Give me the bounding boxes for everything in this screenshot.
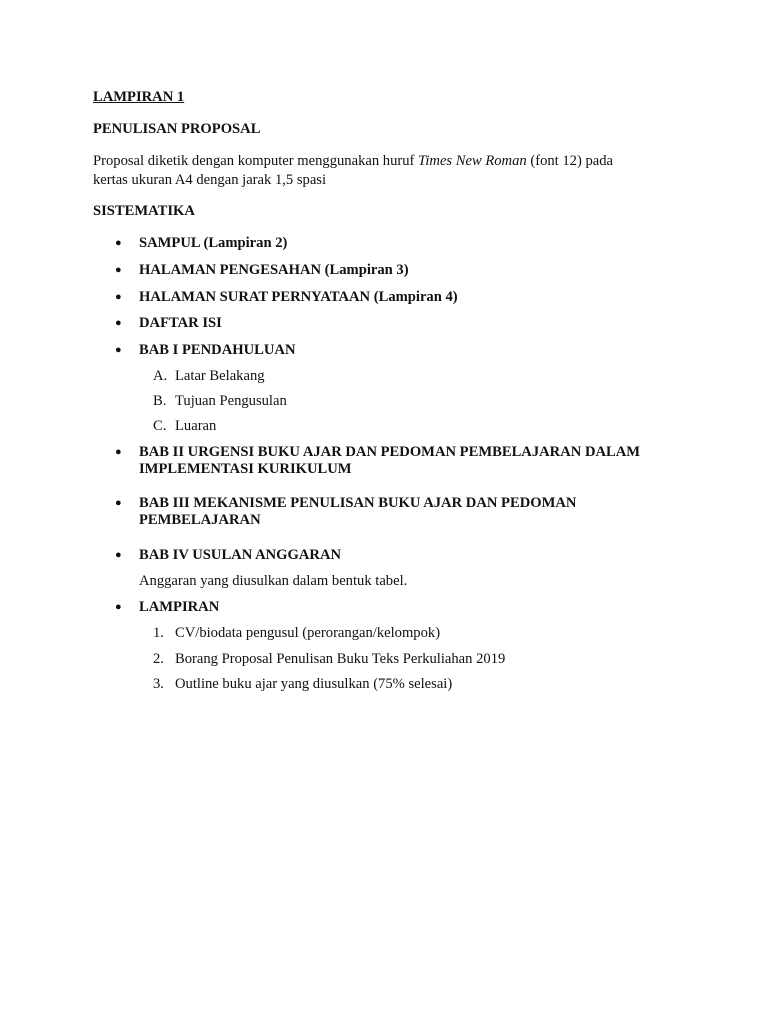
list-item-continuation: IMPLEMENTASI KURIKULUM — [139, 461, 352, 477]
section-heading: PENULISAN PROPOSAL — [93, 121, 261, 137]
sub-item: Tujuan Pengusulan — [175, 393, 287, 409]
list-item: LAMPIRAN — [139, 599, 220, 615]
bullet-icon: ● — [115, 601, 122, 613]
sub-item-marker: 1. — [153, 625, 164, 641]
bullet-icon: ● — [115, 497, 122, 509]
intro-text-end: (font 12) pada — [526, 153, 614, 169]
font-name: Times New Roman — [418, 153, 527, 169]
item-note: Anggaran yang diusulkan dalam bentuk tabel. — [139, 573, 408, 589]
page-title: LAMPIRAN 1 — [93, 89, 185, 105]
list-item: BAB III MEKANISME PENULISAN BUKU AJAR DAN PEDOMAN — [139, 495, 577, 511]
bullet-icon: ● — [115, 237, 122, 249]
sub-item: CV/biodata pengusul (perorangan/kelompok) — [175, 625, 441, 641]
intro-line-1 — [93, 152, 613, 170]
intro-text: Proposal diketik dengan komputer menggunakan huruf — [93, 153, 419, 169]
bullet-icon: ● — [115, 549, 122, 561]
sub-item-marker: 2. — [153, 651, 164, 667]
list-item: DAFTAR ISI — [139, 315, 222, 331]
bullet-icon: ● — [115, 291, 122, 303]
list-item: HALAMAN PENGESAHAN (Lampiran 3) — [139, 262, 409, 278]
intro-line-2: kertas ukuran A4 dengan jarak 1,5 spasi — [93, 172, 327, 188]
list-item: BAB II URGENSI BUKU AJAR DAN PEDOMAN PEMBELAJARAN DALAM — [139, 444, 641, 460]
sub-item: Latar Belakang — [175, 368, 265, 384]
list-item: SAMPUL (Lampiran 2) — [139, 235, 288, 251]
sub-item-marker: B. — [153, 393, 167, 409]
sub-item-marker: 3. — [153, 676, 164, 692]
sub-item-marker: C. — [153, 418, 167, 434]
sub-item: Borang Proposal Penulisan Buku Teks Perkuliahan 2019 — [175, 651, 506, 667]
bullet-icon: ● — [115, 446, 122, 458]
bullet-icon: ● — [115, 344, 122, 356]
bullet-icon: ● — [115, 264, 122, 276]
list-item: BAB I PENDAHULUAN — [139, 342, 296, 358]
list-item: HALAMAN SURAT PERNYATAAN (Lampiran 4) — [139, 289, 458, 305]
sub-item: Outline buku ajar yang diusulkan (75% selesai) — [175, 676, 453, 692]
sub-item-marker: A. — [153, 368, 168, 384]
list-item-continuation: PEMBELAJARAN — [139, 512, 261, 528]
list-item: BAB IV USULAN ANGGARAN — [139, 547, 342, 563]
sub-item: Luaran — [175, 418, 217, 434]
sistematika-heading: SISTEMATIKA — [93, 203, 195, 219]
bullet-icon: ● — [115, 317, 122, 329]
